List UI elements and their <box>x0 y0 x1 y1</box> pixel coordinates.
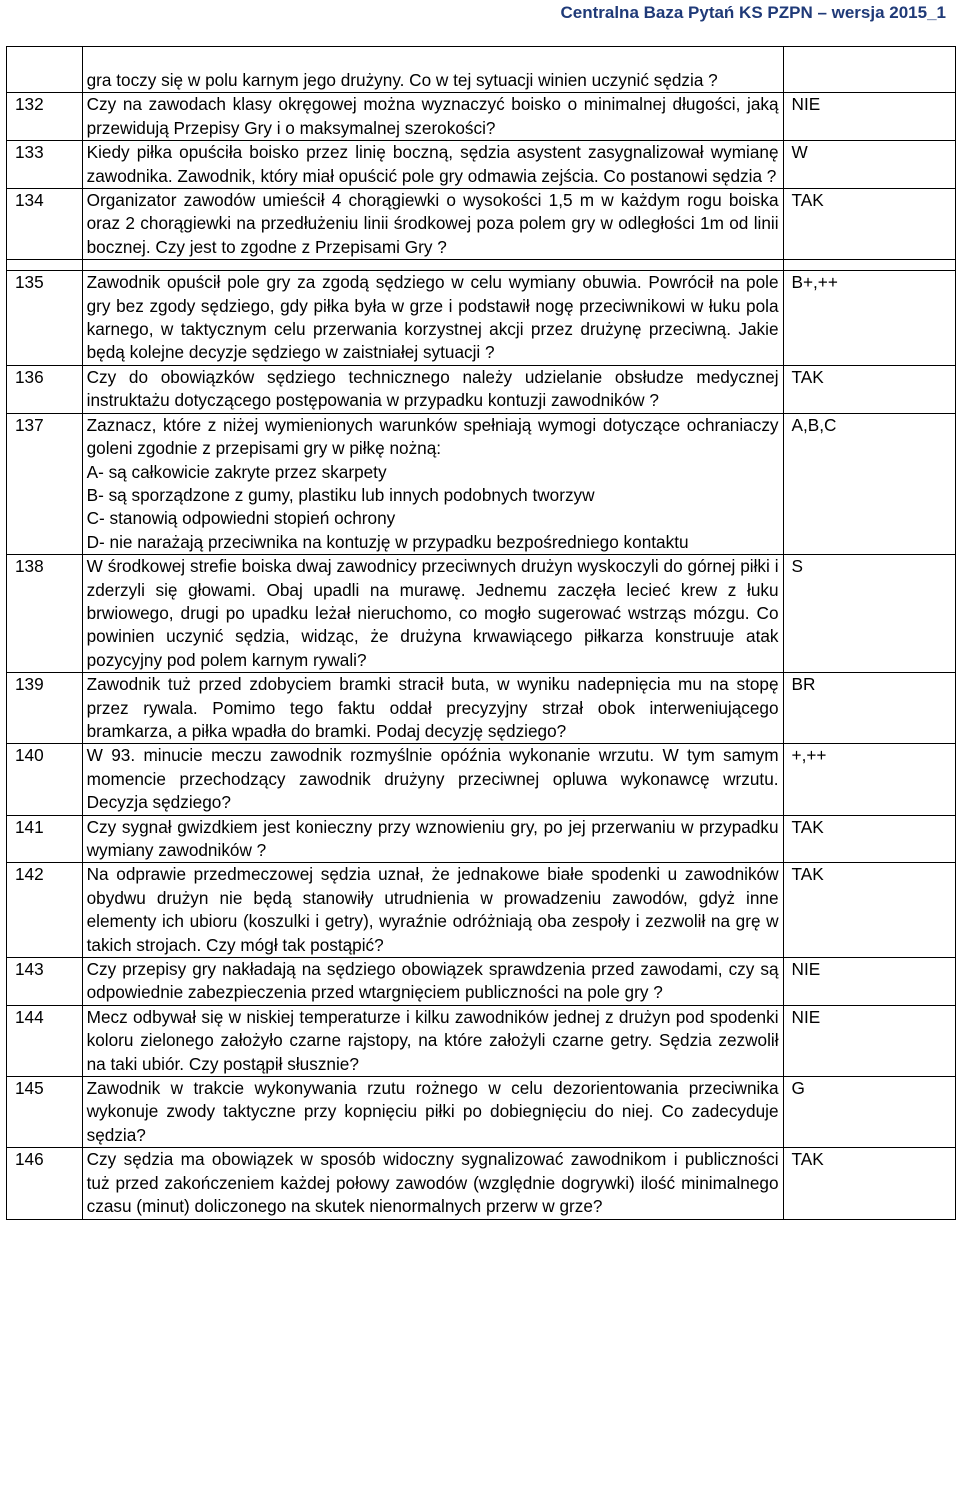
question-text: W środkowej strefie boiska dwaj zawodnicy przeciwnych drużyn wyskoczyli do górnej piłki i zderzyli się głowami. Obaj upadli na murawę. Jednemu zaczęła lecieć krew z łuku brwiowego, drugi po upadku leżał nieruchomo, co mogło sugerować wstrząs mózgu. Co powinien uczynić sędzia, widząc, że drużyna krwawiącego piłkarza konstruuje atak pozycyjny pod polem karnym rywali? <box>82 555 783 673</box>
question-text: Czy na zawodach klasy okręgowej można wyznaczyć boisko o minimalnej długości, jaką przewidują Przepisy Gry i o maksymalnej szerokości? <box>82 93 783 141</box>
answer-cell <box>783 47 955 93</box>
table-row <box>7 189 956 260</box>
question-text: W 93. minucie meczu zawodnik rozmyślnie opóźnia wykonanie wrzutu. W tym samym momencie przechodzący zawodnik drużyny przeciwnej opluwa wykonawcę wrzutu. Decyzja sędziego? <box>82 744 783 815</box>
question-number: 132 <box>7 93 83 141</box>
table-row <box>7 47 956 93</box>
table-row <box>7 365 956 413</box>
question-number: 133 <box>7 141 83 189</box>
table-row <box>7 1148 956 1219</box>
question-number: 140 <box>7 744 83 815</box>
question-text: gra toczy się w polu karnym jego drużyny. Co w tej sytuacji winien uczynić sędzia ? <box>82 47 783 93</box>
spacer-cell <box>783 260 955 271</box>
question-line: Zaznacz, które z niżej wymienionych warunków spełniają wymogi dotyczące ochraniaczy goleni zgodnie z przepisami gry w piłkę nożną: <box>86 414 779 459</box>
option-b: B- są sporządzone z gumy, plastiku lub innych podobnych tworzyw <box>86 484 595 505</box>
question-text: Czy sędzia ma obowiązek w sposób widoczny sygnalizować zawodnikom i publiczności tuż przed zakończeniem każdej połowy zawodów (względnie dogrywki) ilość minimalnego czasu (minut) doliczonego na skutek nienormalnych przerw w grze? <box>82 1148 783 1219</box>
answer-cell: NIE <box>783 93 955 141</box>
answer-cell: TAK <box>783 365 955 413</box>
question-number: 143 <box>7 958 83 1006</box>
option-d: D- nie narażają przeciwnika na kontuzję w przypadku bezpośredniego kontaktu <box>86 531 689 552</box>
answer-cell: TAK <box>783 863 955 958</box>
question-number: 134 <box>7 189 83 260</box>
questions-table <box>6 46 956 1220</box>
answer-cell: TAK <box>783 189 955 260</box>
table-row <box>7 1005 956 1076</box>
question-number: 145 <box>7 1077 83 1148</box>
question-number: 141 <box>7 815 83 863</box>
table-row <box>7 555 956 673</box>
question-text: Organizator zawodów umieścił 4 chorągiewki o wysokości 1,5 m w każdym rogu boiska oraz 2 chorągiewki na przedłużeniu linii środkowej poza polem gry w odległości 1m od linii bocznej. Czy jest to zgodne z Przepisami Gry ? <box>82 189 783 260</box>
question-number <box>7 47 83 93</box>
spacer-cell <box>7 260 83 271</box>
table-row <box>7 1077 956 1148</box>
question-number: 136 <box>7 365 83 413</box>
table-row <box>7 863 956 958</box>
question-number: 146 <box>7 1148 83 1219</box>
answer-cell: A,B,C <box>783 413 955 554</box>
table-row <box>7 271 956 366</box>
answer-cell: S <box>783 555 955 673</box>
answer-cell: G <box>783 1077 955 1148</box>
option-a: A- są całkowicie zakryte przez skarpety <box>86 461 387 482</box>
question-number: 135 <box>7 271 83 366</box>
question-number: 142 <box>7 863 83 958</box>
spacer-cell <box>82 260 783 271</box>
question-text: Mecz odbywał się w niskiej temperaturze i kilku zawodników jednej z drużyn pod spodenki koloru zielonego założyło czarne rajstopy, na które założyli czarne getry. Sędzia zezwolił na taki ubiór. Czy postąpił słusznie? <box>82 1005 783 1076</box>
answer-cell: BR <box>783 673 955 744</box>
answer-cell: +,++ <box>783 744 955 815</box>
question-number: 144 <box>7 1005 83 1076</box>
question-number: 137 <box>7 413 83 554</box>
table-spacer-row <box>7 260 956 271</box>
question-number: 139 <box>7 673 83 744</box>
question-text <box>82 413 783 554</box>
table-row <box>7 141 956 189</box>
question-text: Zawodnik w trakcie wykonywania rzutu rożnego w celu dezorientowania przeciwnika wykonuje zwody taktyczne przy kopnięciu piłki po dobiegnięciu do niej. Co zadecyduje sędzia? <box>82 1077 783 1148</box>
question-text: Czy przepisy gry nakładają na sędziego obowiązek sprawdzenia przed zawodami, czy są odpowiednie zabezpieczenia przed wtargnięciem publiczności na pole gry ? <box>82 958 783 1006</box>
answer-cell: NIE <box>783 958 955 1006</box>
table-row <box>7 815 956 863</box>
question-text: Czy do obowiązków sędziego technicznego należy udzielanie obsłudze medycznej instruktażu dotyczącego postępowania w przypadku kontuzji zawodników ? <box>82 365 783 413</box>
option-c: C- stanowią odpowiedni stopień ochrony <box>86 508 396 529</box>
answer-cell: B+,++ <box>783 271 955 366</box>
question-text: Kiedy piłka opuściła boisko przez linię boczną, sędzia asystent zasygnalizował wymianę zawodnika. Zawodnik, który miał opuścić pole gry odmawia zejścia. Co postanowi sędzia ? <box>82 141 783 189</box>
question-text: Zawodnik tuż przed zdobyciem bramki stracił buta, w wyniku nadepnięcia mu na stopę przez rywala. Pomimo tego faktu oddał precyzyjny strzał obok interweniującego bramkarza, a piłka wpadła do bramki. Podaj decyzję sędziego? <box>82 673 783 744</box>
question-number: 138 <box>7 555 83 673</box>
question-text: Zawodnik opuścił pole gry za zgodą sędziego w celu wymiany obuwia. Powrócił na pole gry bez zgody sędziego, gdy piłka była w grze i podstawił nogę przeciwnikowi w łuku pola karnego, w taktycznym celu przerwania korzystnej akcji przez drużynę przeciwną. Jakie będą kolejne decyzje sędziego w zaistniałej sytuacji ? <box>82 271 783 366</box>
table-row <box>7 744 956 815</box>
table-row <box>7 413 956 554</box>
page-header-title: Centralna Baza Pytań KS PZPN – wersja 2015_1 <box>560 3 946 22</box>
answer-cell: W <box>783 141 955 189</box>
table-row <box>7 93 956 141</box>
answer-cell: TAK <box>783 815 955 863</box>
answer-cell: TAK <box>783 1148 955 1219</box>
answer-cell: NIE <box>783 1005 955 1076</box>
question-text: Na odprawie przedmeczowej sędzia uznał, że jednakowe białe spodenki u zawodników obydwu drużyn nie będą stanowiły utrudnienia w prowadzeniu zawodów, gdyż inne elementy ich ubioru (koszulki i getry), wyraźnie odróżniają oba zespoły i zezwolił na grę w takich strojach. Czy mógł tak postąpić? <box>82 863 783 958</box>
table-row <box>7 673 956 744</box>
question-text: Czy sygnał gwizdkiem jest konieczny przy wznowieniu gry, po jej przerwaniu w przypadku wymiany zawodników ? <box>82 815 783 863</box>
table-row <box>7 958 956 1006</box>
